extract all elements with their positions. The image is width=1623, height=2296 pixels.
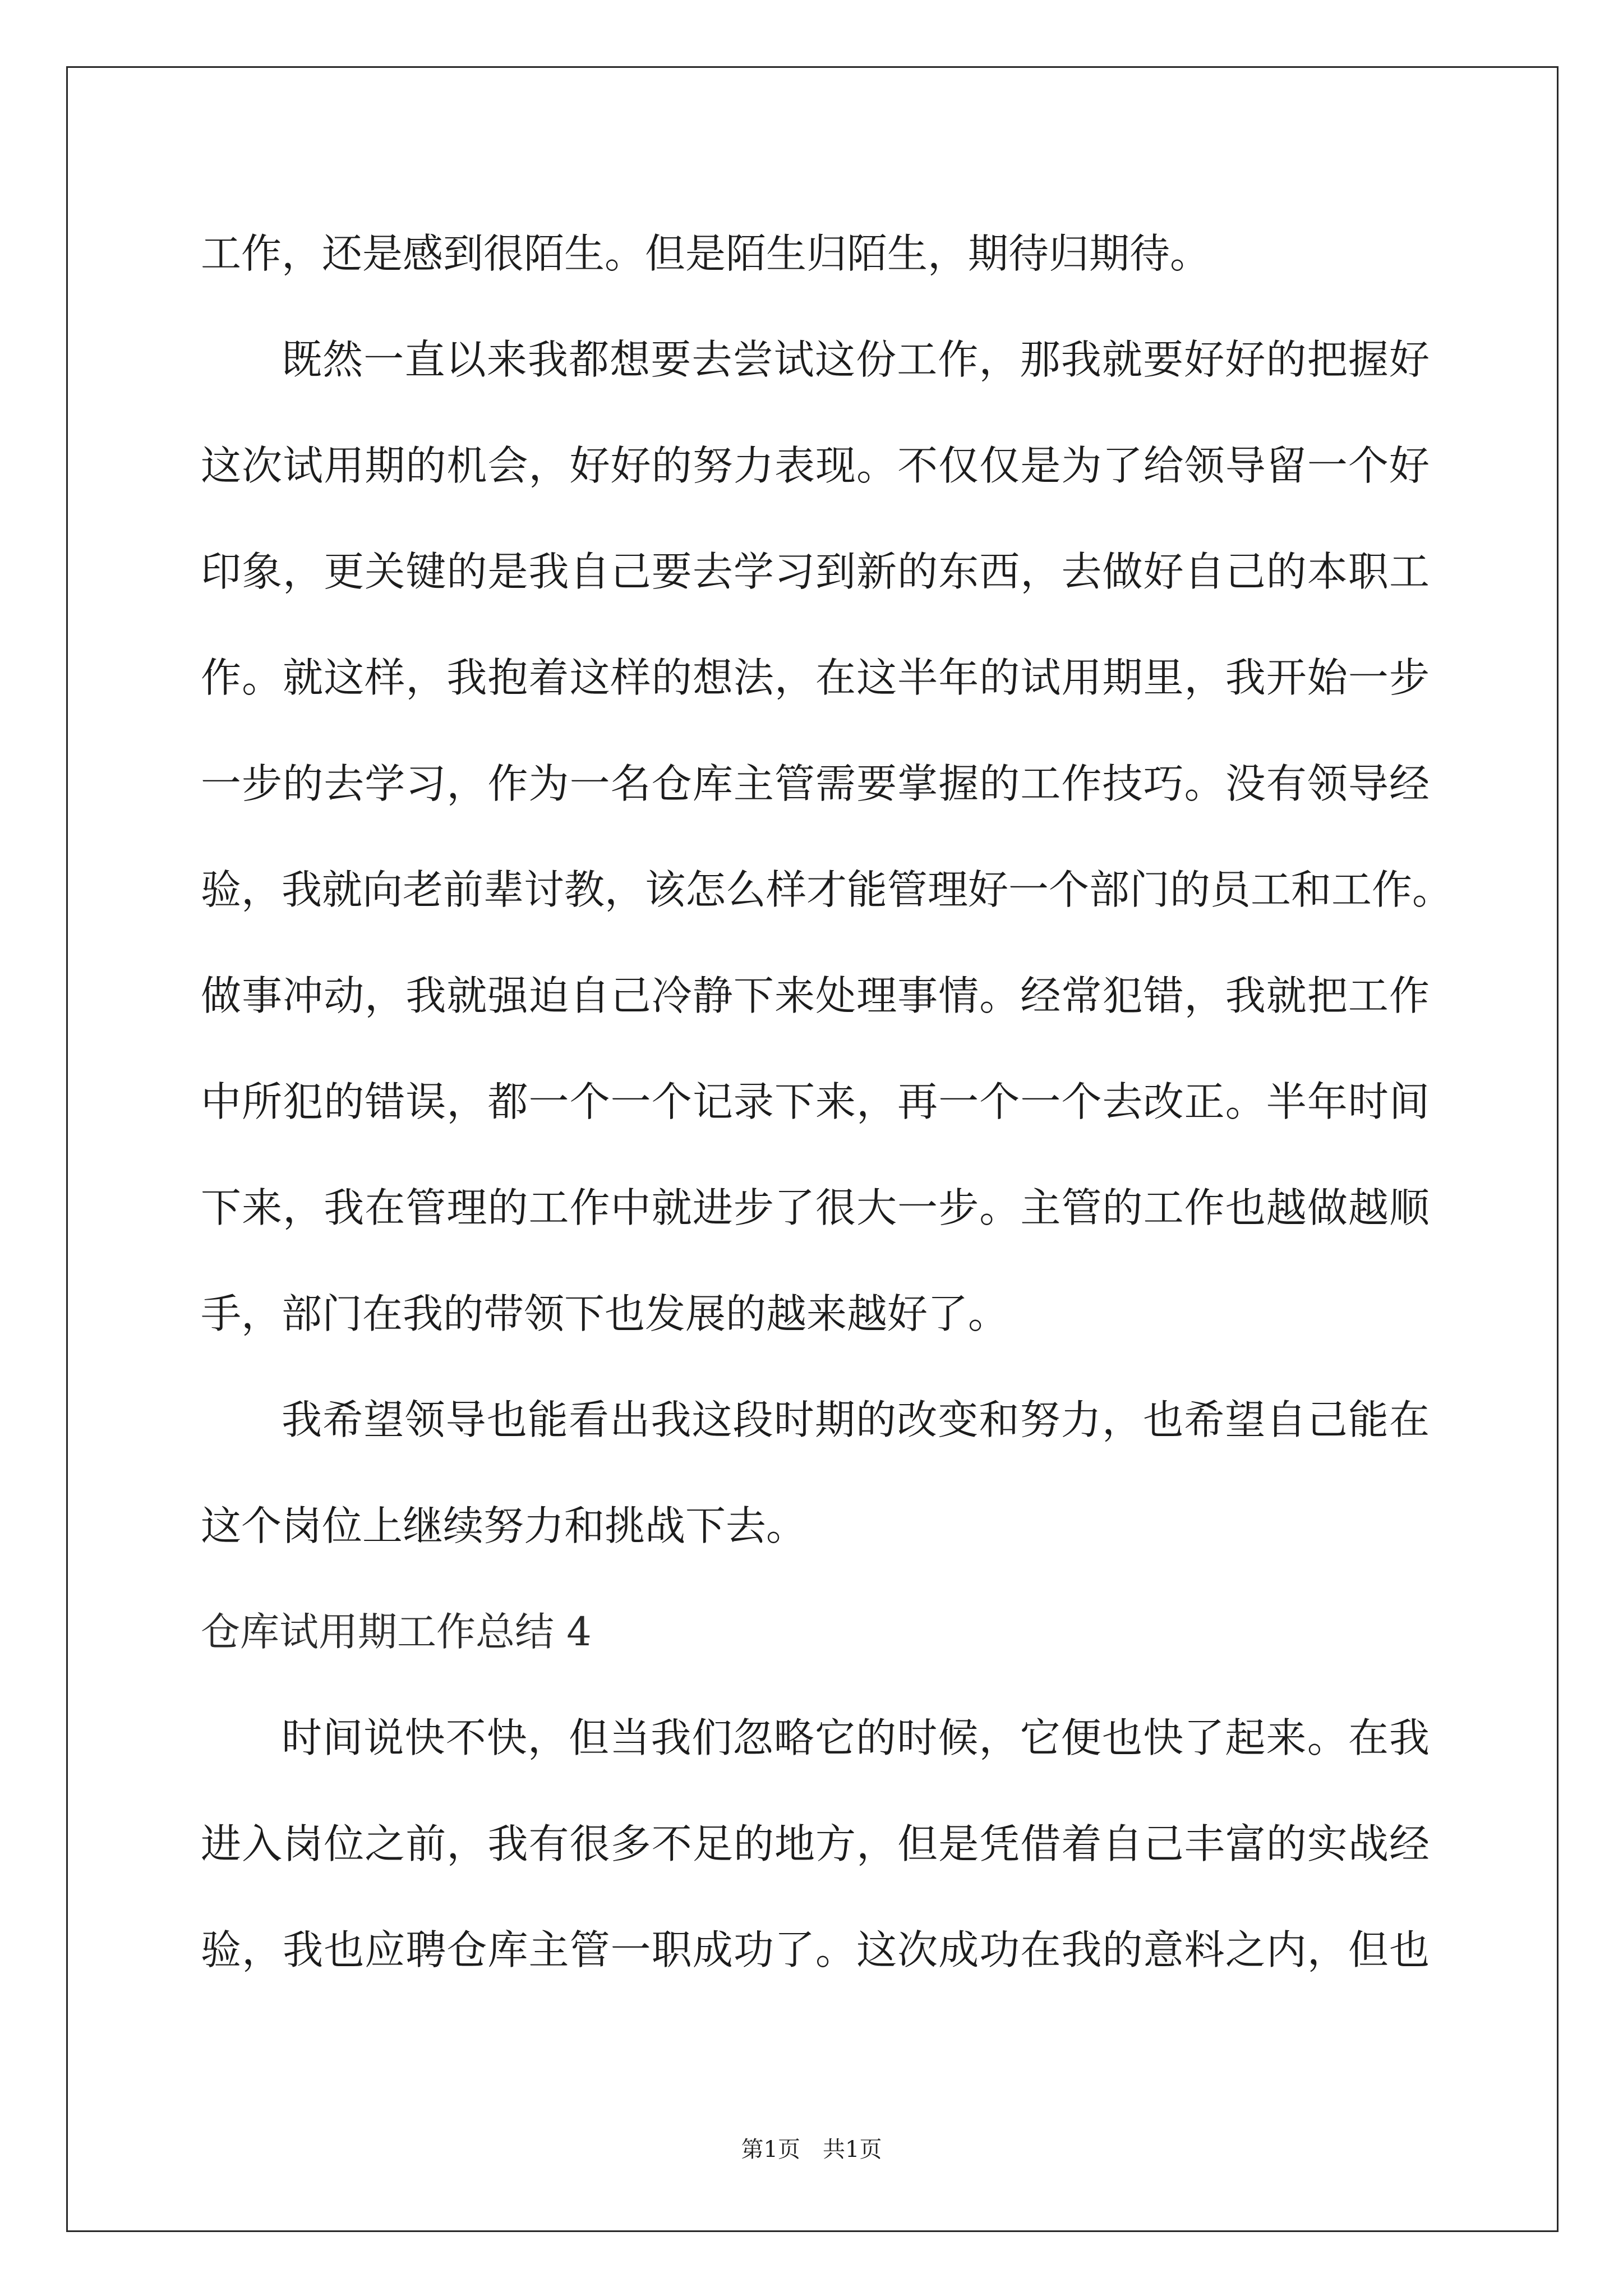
text-line: 手，部门在我的带领下也发展的越来越好了。: [201, 1290, 1009, 1337]
text-line: 既然一直以来我都想要去尝试这份工作，那我就要好好的把握好: [282, 336, 1430, 383]
page-footer: 第1页 共1页: [741, 2137, 882, 2162]
text-line: 这次试用期的机会，好好的努力表现。不仅仅是为了给领导留一个好: [201, 442, 1430, 489]
text-line: 下来，我在管理的工作中就进步了很大一步。主管的工作也越做越顺: [201, 1184, 1430, 1231]
text-line: 工作，还是感到很陌生。但是陌生归陌生，期待归期待。: [201, 230, 1211, 277]
section-heading: 仓库试用期工作总结 4: [201, 1609, 592, 1655]
text-line: 验，我也应聘仓库主管一职成功了。这次成功在我的意料之内，但也: [201, 1926, 1430, 1973]
text-line: 作。就这样，我抱着这样的想法，在这半年的试用期里，我开始一步: [201, 654, 1430, 701]
text-line: 这个岗位上继续努力和挑战下去。: [201, 1502, 807, 1549]
document-body: [201, 201, 1453, 2003]
text-line: 我希望领导也能看出我这段时期的改变和努力，也希望自己能在: [282, 1396, 1430, 1443]
text-line: 进入岗位之前，我有很多不足的地方，但是凭借着自己丰富的实战经: [201, 1820, 1430, 1867]
text-line: 验，我就向老前辈讨教，该怎么样才能管理好一个部门的员工和工作。: [201, 866, 1453, 913]
text-line: 中所犯的错误，都一个一个记录下来，再一个一个去改正。半年时间: [201, 1078, 1430, 1125]
text-line: 时间说快不快，但当我们忽略它的时候，它便也快了起来。在我: [282, 1714, 1430, 1761]
text-line: 做事冲动，我就强迫自己冷静下来处理事情。经常犯错，我就把工作: [201, 972, 1430, 1019]
text-line: 一步的去学习，作为一名仓库主管需要掌握的工作技巧。没有领导经: [201, 760, 1430, 807]
text-line: 印象，更关键的是我自己要去学习到新的东西，去做好自己的本职工: [201, 548, 1430, 595]
